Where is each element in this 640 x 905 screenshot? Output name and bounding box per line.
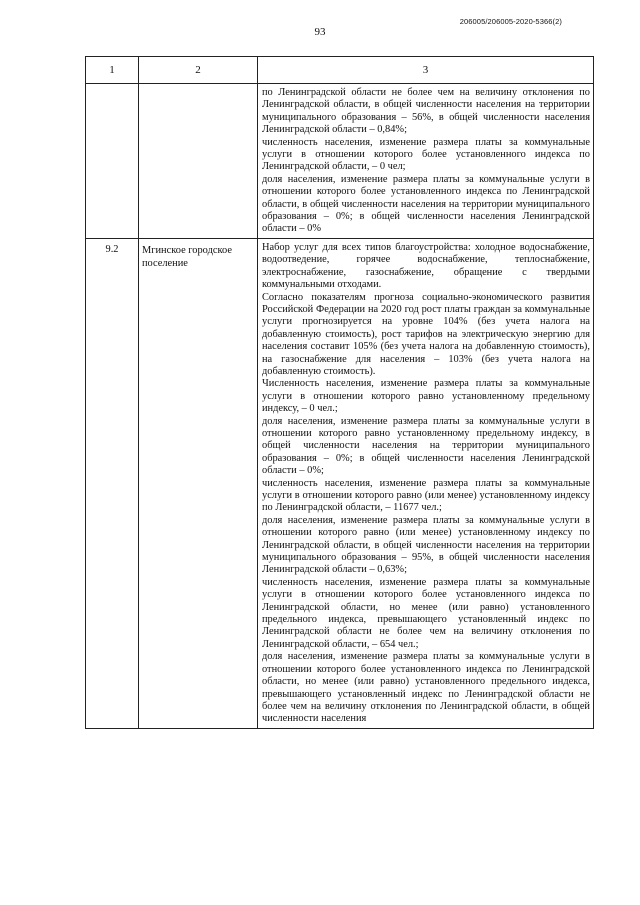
row-municipality-name: Мгинское городское поселение: [139, 238, 258, 728]
paragraph: Набор услуг для всех типов благоустройства: холодное водоснабжение, водоотведение, горячее водоснабжение, теплоснабжение, электроснабжение, газоснабжение, обращение с твердыми коммунальными отходами.: [262, 241, 590, 291]
paragraph: численность населения, изменение размера платы за коммунальные услуги в отношении которого более установленного индекса по Ленинградской области, – 0 чел;: [262, 136, 590, 173]
paragraph: доля населения, изменение размера платы за коммунальные услуги в отношении которого равно установленному предельному индексу, в общей численности населения на территории муниципального образования – 0%; в общей численности населения Ленинградской области – 0%;: [262, 415, 590, 477]
paragraph: Численность населения, изменение размера платы за коммунальные услуги в отношении которого равно установленному предельному индексу, – 0 чел.;: [262, 378, 590, 415]
page-number: 93: [314, 26, 326, 38]
column-header: 2: [139, 57, 258, 84]
paragraph: Согласно показателям прогноза социально-экономического развития Российской Федерации на 2020 год рост платы граждан за коммунальные услуги прогнозируется на уровне 104% (без учета налога на добавленную стоимость), рост тарифов на электрическую энергию для населения составит 105% (без учета налога на добавленную стоимость), на газоснабжение для населения – 103% (без учета налога на добавленную стоимость).: [262, 291, 590, 377]
row-number: [86, 84, 139, 239]
table-row: [86, 238, 594, 728]
paragraph: по Ленинградской области не более чем на величину отклонения по Ленинградской области, в общей численности населения на территории муниципального образования – 56%, в общей численности населения Ленинградской области – 0,84%;: [262, 87, 590, 136]
row-description: [258, 84, 594, 239]
column-header: 3: [258, 57, 594, 84]
table-header-row: [86, 57, 594, 84]
document-id: 206005/206005-2020-5366(2): [459, 17, 562, 26]
column-header: 1: [86, 57, 139, 84]
paragraph: доля населения, изменение размера платы за коммунальные услуги в отношении которого равно (или менее) установленному индексу по Ленинградской области, в общей численности населения на территории муниципального образования – 95%, в общей численности населения Ленинградской области – 0,63%;: [262, 514, 590, 576]
paragraph: доля населения, изменение размера платы за коммунальные услуги в отношении которого более установленного индекса по Ленинградской области, но менее (или равно) установленного предельного индекса, превышающего установленный индекс по Ленинградской области не более чем на величину отклонения по Ленинградской области, в общей численности населения: [262, 651, 590, 725]
row-description: [258, 238, 594, 728]
paragraph: численность населения, изменение размера платы за коммунальные услуги в отношении которого более установленного индекса по Ленинградской области, но менее (или равно) установленного предельного индекса, превышающего установленный индекс по Ленинградской области не более чем на величину отклонения по Ленинградской области, – 654 чел.;: [262, 576, 590, 650]
table-row: [86, 84, 594, 239]
row-number: 9.2: [86, 238, 139, 728]
paragraph: численность населения, изменение размера платы за коммунальные услуги в отношении которого равно (или менее) установленному индексу по Ленинградской области, – 11677 чел.;: [262, 477, 590, 514]
document-table: [85, 56, 594, 729]
row-municipality-name: [139, 84, 258, 239]
paragraph: доля населения, изменение размера платы за коммунальные услуги в отношении которого более установленного индекса по Ленинградской области, в общей численности населения на территории муниципального образования – 0%; в общей численности населения Ленинградской области – 0%: [262, 173, 590, 235]
